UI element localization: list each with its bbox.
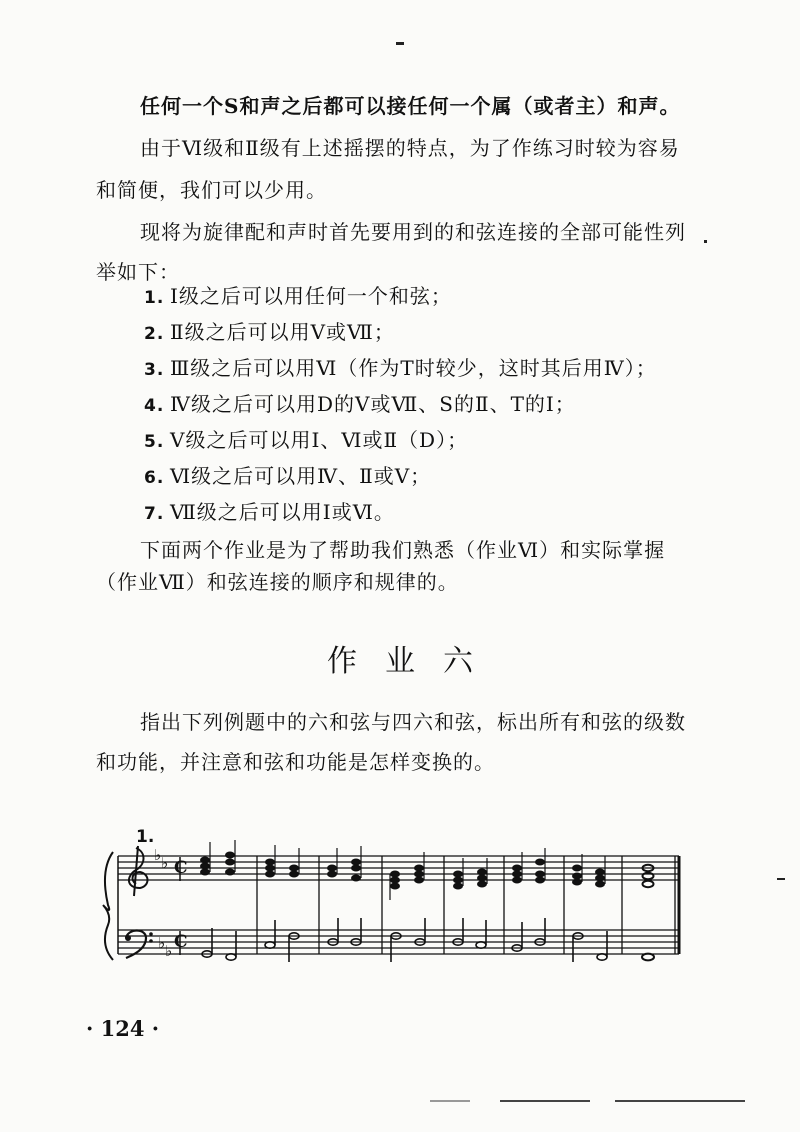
instruction-line: 和功能，并注意和弦和功能是怎样变换的。 — [96, 750, 495, 774]
list-number: 7. — [144, 504, 165, 524]
list-text: Ⅳ级之后可以用D的Ⅴ或Ⅶ、S的Ⅱ、T的Ⅰ； — [170, 392, 576, 416]
list-number: 5. — [144, 432, 165, 452]
list-text: Ⅵ级之后可以用Ⅳ、Ⅱ或Ⅴ； — [170, 464, 432, 488]
section-title: 作业六 — [327, 644, 501, 679]
page-number: · 124 · — [86, 1016, 160, 1041]
svg-text:♭: ♭ — [161, 854, 169, 872]
paragraph-line: （作业Ⅶ）和弦连接的顺序和规律的。 — [96, 570, 459, 594]
treble-clef-icon — [129, 846, 148, 896]
margin-mark — [704, 240, 707, 243]
svg-text:♭: ♭ — [154, 846, 162, 864]
list-number: 6. — [144, 468, 165, 488]
bottom-scan-mark — [615, 1100, 745, 1102]
list-number: 3. — [144, 360, 165, 380]
svg-text:♭: ♭ — [158, 934, 166, 952]
margin-mark — [777, 878, 785, 880]
paragraph-line: 现将为旋律配和声时首先要用到的和弦连接的全部可能性列 — [140, 220, 686, 244]
bottom-scan-mark — [500, 1100, 590, 1102]
list-number: 1. — [144, 288, 165, 308]
bottom-scan-mark — [430, 1100, 470, 1102]
list-text: Ⅶ级之后可以用Ⅰ或Ⅵ。 — [170, 500, 395, 524]
paragraph-line: 由于Ⅵ级和Ⅱ级有上述摇摆的特点，为了作练习时较为容易 — [140, 136, 680, 160]
rule-statement: 任何一个S和声之后都可以接任何一个属（或者主）和声。 — [140, 94, 681, 118]
list-text: Ⅴ级之后可以用Ⅰ、Ⅵ或Ⅱ（D）； — [170, 428, 469, 452]
list-text: Ⅲ级之后可以用Ⅵ（作为T时较少，这时其后用Ⅳ）； — [170, 356, 657, 380]
list-number: 2. — [144, 324, 165, 344]
example-number: 1. — [136, 827, 155, 847]
instruction-line: 指出下列例题中的六和弦与四六和弦，标出所有和弦的级数 — [140, 710, 686, 734]
paragraph-line: 举如下： — [96, 260, 180, 284]
list-text: Ⅰ级之后可以用任何一个和弦； — [170, 284, 452, 308]
list-text: Ⅱ级之后可以用Ⅴ或Ⅶ； — [170, 320, 395, 344]
flat-signs-icon — [154, 846, 172, 960]
bass-notes — [202, 918, 654, 962]
svg-text:C: C — [174, 932, 188, 952]
svg-text:C: C — [174, 858, 188, 878]
common-time-icon — [174, 857, 188, 955]
paragraph-line: 和简便，我们可以少用。 — [96, 178, 327, 202]
svg-text:♭: ♭ — [165, 942, 173, 960]
list-number: 4. — [144, 396, 165, 416]
paragraph-line: 下面两个作业是为了帮助我们熟悉（作业Ⅵ）和实际掌握 — [140, 538, 666, 562]
treble-chords — [201, 840, 654, 900]
